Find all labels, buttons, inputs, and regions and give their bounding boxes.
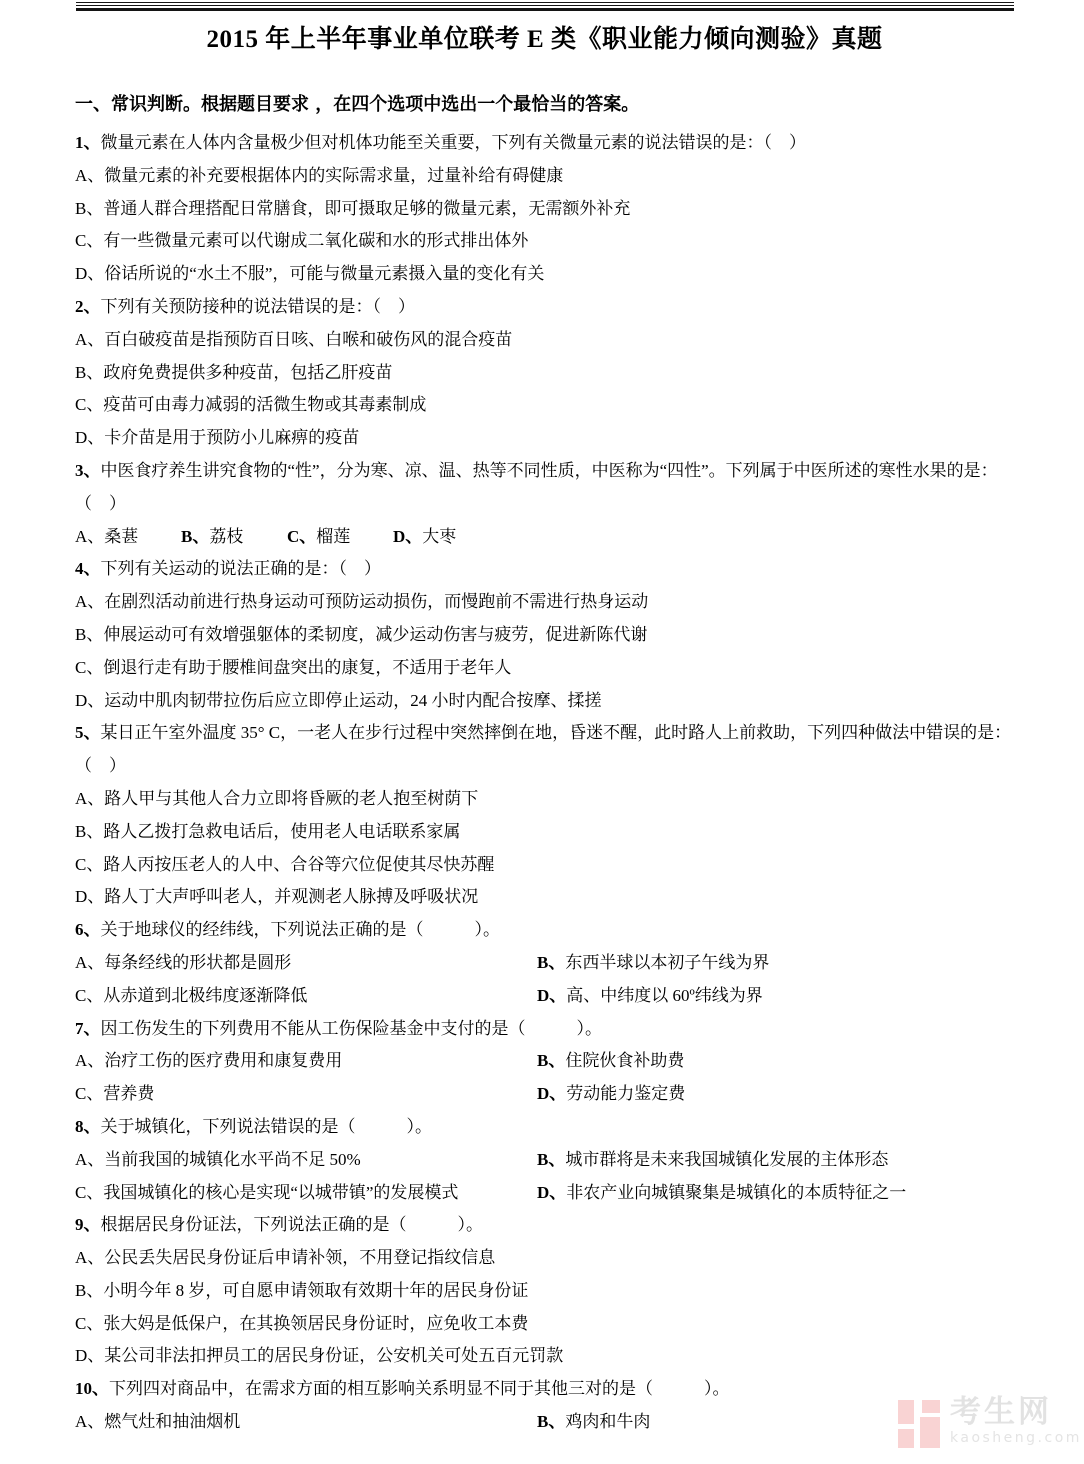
option-text: 榴莲 bbox=[316, 526, 351, 546]
option-row-ab bbox=[75, 1144, 1014, 1177]
question-number: 7、 bbox=[75, 1018, 101, 1038]
option-label: D、 bbox=[75, 428, 105, 448]
option-a bbox=[75, 160, 1014, 193]
divider-line bbox=[76, 5, 1014, 6]
question-9 bbox=[75, 1209, 1014, 1373]
option-text: 路人丁大声呼叫老人，并观测老人脉搏及呼吸状况 bbox=[104, 887, 479, 907]
option-d bbox=[75, 685, 1014, 718]
option-row-ab bbox=[75, 1406, 1014, 1439]
option-text: 微量元素的补充要根据体内的实际需求量，过量补给有碍健康 bbox=[104, 165, 564, 185]
option-text: 有一些微量元素可以代谢成二氧化碳和水的形式排出体外 bbox=[103, 231, 529, 251]
watermark-brand: 考生网 bbox=[950, 1394, 1052, 1430]
option-text: 住院伙食补助费 bbox=[565, 1051, 685, 1071]
question-10 bbox=[75, 1373, 1014, 1439]
option-label: B、 bbox=[537, 1149, 566, 1169]
question-stem bbox=[75, 1209, 1014, 1242]
option-label: A、 bbox=[75, 329, 105, 349]
option-text: 在剧烈活动前进行热身运动可预防运动损伤，而慢跑前不需进行热身运动 bbox=[104, 592, 649, 612]
option-text: 疫苗可由毒力减弱的活微生物或其毒素制成 bbox=[103, 395, 427, 415]
question-number: 4、 bbox=[75, 559, 101, 579]
option-a bbox=[75, 586, 1014, 619]
option-c bbox=[75, 849, 1014, 882]
option-c bbox=[75, 1308, 1014, 1341]
question-stem bbox=[75, 1373, 1014, 1406]
question-text: 根据居民身份证法，下列说法正确的是（ ）。 bbox=[100, 1215, 483, 1235]
option-row-cd bbox=[75, 1078, 1014, 1111]
option-text: 劳动能力鉴定费 bbox=[566, 1084, 686, 1104]
question-text: 关于城镇化，下列说法错误的是（ ）。 bbox=[100, 1116, 432, 1136]
option-label: C、 bbox=[75, 657, 104, 677]
option-b bbox=[75, 357, 1014, 390]
option-label: B、 bbox=[537, 952, 566, 972]
question-number: 2、 bbox=[75, 296, 101, 316]
option-row-cd bbox=[75, 980, 1014, 1013]
watermark bbox=[898, 1396, 1080, 1452]
option-label: A、 bbox=[75, 592, 105, 612]
option-label: B、 bbox=[75, 1280, 104, 1300]
option-a bbox=[75, 324, 1014, 357]
option-c bbox=[75, 225, 1014, 258]
question-5 bbox=[75, 717, 1014, 914]
option-text: 当前我国的城镇化水平尚不足 50% bbox=[104, 1149, 361, 1169]
option-b bbox=[75, 816, 1014, 849]
option-label: C、 bbox=[75, 985, 104, 1005]
section-heading: 一、常识判断。根据题目要求 ，在四个选项中选出一个最恰当的答案。 bbox=[75, 94, 640, 115]
question-stem bbox=[75, 1111, 1014, 1144]
option-label: C、 bbox=[75, 1182, 104, 1202]
option-text: 东西半球以本初子午线为界 bbox=[565, 952, 770, 972]
option-text: 每条经线的形状都是圆形 bbox=[104, 952, 292, 972]
options-inline-row bbox=[75, 521, 1014, 554]
question-4 bbox=[75, 553, 1014, 717]
question-stem bbox=[75, 717, 1014, 783]
question-number: 10、 bbox=[75, 1379, 109, 1399]
option-text: 俗话所说的“水土不服”，可能与微量元素摄入量的变化有关 bbox=[104, 264, 545, 284]
question-number: 9、 bbox=[75, 1215, 101, 1235]
question-stem bbox=[75, 1013, 1014, 1046]
question-stem bbox=[75, 553, 1014, 586]
option-row-cd bbox=[75, 1177, 1014, 1210]
option-d bbox=[537, 980, 763, 1013]
question-stem bbox=[75, 455, 1014, 521]
option-a bbox=[75, 783, 1014, 816]
question-text: 下列有关预防接种的说法错误的是：（ ） bbox=[100, 296, 415, 316]
question-8 bbox=[75, 1111, 1014, 1209]
logo-block bbox=[920, 1417, 940, 1448]
option-label: C、 bbox=[75, 854, 104, 874]
option-label: A、 bbox=[75, 526, 105, 546]
option-text: 营养费 bbox=[103, 1084, 155, 1104]
option-label: D、 bbox=[75, 1346, 105, 1366]
question-1 bbox=[75, 127, 1014, 291]
option-row-ab bbox=[75, 947, 1014, 980]
option-label: D、 bbox=[75, 887, 105, 907]
question-text: 微量元素在人体内含量极少但对机体功能至关重要，下列有关微量元素的说法错误的是：（ ） bbox=[100, 133, 806, 152]
option-label: B、 bbox=[537, 1412, 566, 1432]
option-label: B、 bbox=[75, 624, 104, 644]
option-text: 张大妈是低保户，在其换领居民身份证时，应免收工本费 bbox=[103, 1313, 529, 1333]
question-stem bbox=[75, 127, 1014, 160]
question-7 bbox=[75, 1013, 1014, 1111]
logo-block bbox=[898, 1429, 914, 1448]
question-stem bbox=[75, 914, 1014, 947]
option-text: 卡介苗是用于预防小儿麻痹的疫苗 bbox=[104, 428, 360, 448]
option-label: A、 bbox=[75, 1051, 105, 1071]
question-text: 某日正午室外温度 35° C，一老人在步行过程中突然摔倒在地，昏迷不醒，此时路人上前救助，下列四种做法中错误的是：（ ） bbox=[75, 723, 1012, 776]
question-number: 5、 bbox=[75, 723, 101, 743]
kaosheng-logo-icon bbox=[898, 1400, 942, 1448]
option-label: C、 bbox=[75, 1084, 104, 1104]
question-number: 3、 bbox=[75, 460, 101, 480]
option-b bbox=[75, 193, 1014, 226]
option-label: A、 bbox=[75, 788, 105, 808]
question-6 bbox=[75, 914, 1014, 1012]
option-label: A、 bbox=[75, 1149, 105, 1169]
option-label: C、 bbox=[75, 231, 104, 251]
option-label: A、 bbox=[75, 1412, 105, 1432]
option-text: 伸展运动可有效增强躯体的柔韧度，减少运动伤害与疲劳，促进新陈代谢 bbox=[103, 624, 648, 644]
option-d bbox=[75, 258, 1014, 291]
question-text: 中医食疗养生讲究食物的“性”，分为寒、凉、温、热等不同性质，中医称为“四性”。下列属于中医所述的寒性水果的是：（ ） bbox=[75, 460, 998, 513]
option-a bbox=[75, 521, 181, 554]
option-text: 我国城镇化的核心是实现“以城带镇”的发展模式 bbox=[103, 1182, 459, 1202]
question-text: 关于地球仪的经纬线，下列说法正确的是（ ）。 bbox=[100, 920, 500, 940]
option-b bbox=[537, 1144, 888, 1177]
option-text: 百白破疫苗是指预防百日咳、白喉和破伤风的混合疫苗 bbox=[104, 329, 513, 349]
question-number: 6、 bbox=[75, 920, 101, 940]
option-d bbox=[75, 1340, 1014, 1373]
option-text: 公民丢失居民身份证后申请补领，不用登记指纹信息 bbox=[104, 1248, 496, 1268]
option-d bbox=[537, 1177, 906, 1210]
option-text: 燃气灶和抽油烟机 bbox=[104, 1412, 241, 1432]
option-label: A、 bbox=[75, 952, 105, 972]
option-label: D、 bbox=[537, 1182, 567, 1202]
option-text: 小明今年 8 岁，可自愿申请领取有效期十年的居民身份证 bbox=[103, 1280, 529, 1300]
logo-block bbox=[922, 1400, 940, 1413]
question-3 bbox=[75, 455, 1014, 553]
option-label: B、 bbox=[75, 821, 104, 841]
option-label: B、 bbox=[537, 1051, 566, 1071]
logo-block bbox=[898, 1400, 914, 1424]
option-label: D、 bbox=[537, 1084, 567, 1104]
option-label: D、 bbox=[537, 985, 567, 1005]
question-stem bbox=[75, 291, 1014, 324]
option-text: 鸡肉和牛肉 bbox=[565, 1412, 651, 1432]
option-d bbox=[537, 1078, 685, 1111]
option-text: 城市群将是未来我国城镇化发展的主体形态 bbox=[565, 1149, 889, 1169]
question-text: 因工伤发生的下列费用不能从工伤保险基金中支付的是（ ）。 bbox=[100, 1018, 602, 1038]
option-label: C、 bbox=[287, 526, 317, 546]
option-label: D、 bbox=[75, 690, 105, 710]
option-b bbox=[181, 521, 287, 554]
option-text: 高、中纬度以 60º纬线为界 bbox=[566, 985, 763, 1005]
question-text: 下列四对商品中，在需求方面的相互影响关系明显不同于其他三对的是（ ）。 bbox=[109, 1379, 730, 1399]
option-text: 大枣 bbox=[422, 526, 457, 546]
option-d bbox=[75, 422, 1014, 455]
option-text: 运动中肌肉韧带拉伤后应立即停止运动，24 小时内配合按摩、揉搓 bbox=[104, 690, 602, 710]
option-c bbox=[75, 652, 1014, 685]
option-text: 治疗工伤的医疗费用和康复费用 bbox=[104, 1051, 343, 1071]
document-content bbox=[75, 9, 1014, 1439]
option-b bbox=[75, 1275, 1014, 1308]
page-title: 2015 年上半年事业单位联考 E 类《职业能力倾向测验》真题 bbox=[206, 26, 883, 53]
option-text: 路人乙拨打急救电话后，使用老人电话联系家属 bbox=[103, 821, 461, 841]
watermark-domain: kaosheng.com bbox=[950, 1430, 1082, 1446]
option-text: 非农产业向城镇聚集是城镇化的本质特征之一 bbox=[566, 1182, 907, 1202]
option-label: C、 bbox=[75, 1313, 104, 1333]
divider-line bbox=[76, 2, 1014, 3]
watermark-text bbox=[950, 1396, 1082, 1447]
question-2 bbox=[75, 291, 1014, 455]
option-label: D、 bbox=[393, 526, 423, 546]
option-label: A、 bbox=[75, 1248, 105, 1268]
option-d bbox=[75, 881, 1014, 914]
option-label: A、 bbox=[75, 165, 105, 185]
option-label: B、 bbox=[181, 526, 210, 546]
option-text: 普通人群合理搭配日常膳食，即可摄取足够的微量元素，无需额外补充 bbox=[103, 198, 631, 218]
option-text: 从赤道到北极纬度逐渐降低 bbox=[103, 985, 308, 1005]
option-row-ab bbox=[75, 1045, 1014, 1078]
option-text: 桑葚 bbox=[104, 526, 139, 546]
option-c bbox=[75, 389, 1014, 422]
option-d bbox=[393, 521, 456, 554]
option-b bbox=[537, 947, 769, 980]
option-label: D、 bbox=[75, 264, 105, 284]
question-number: 8、 bbox=[75, 1116, 101, 1136]
option-label: B、 bbox=[75, 362, 104, 382]
question-number: 1、 bbox=[75, 133, 101, 152]
option-b bbox=[537, 1406, 650, 1439]
option-text: 荔枝 bbox=[209, 526, 244, 546]
option-a bbox=[75, 1242, 1014, 1275]
option-text: 路人甲与其他人合力立即将昏厥的老人抱至树荫下 bbox=[104, 788, 479, 808]
option-label: B、 bbox=[75, 198, 104, 218]
option-text: 政府免费提供多种疫苗，包括乙肝疫苗 bbox=[103, 362, 393, 382]
option-text: 路人丙按压老人的人中、合谷等穴位促使其尽快苏醒 bbox=[103, 854, 495, 874]
option-c bbox=[287, 521, 393, 554]
option-label: C、 bbox=[75, 395, 104, 415]
option-b bbox=[537, 1045, 684, 1078]
question-text: 下列有关运动的说法正确的是：（ ） bbox=[100, 559, 381, 579]
option-text: 倒退行走有助于腰椎间盘突出的康复，不适用于老年人 bbox=[103, 657, 512, 677]
option-text: 某公司非法扣押员工的居民身份证，公安机关可处五百元罚款 bbox=[104, 1346, 564, 1366]
option-b bbox=[75, 619, 1014, 652]
